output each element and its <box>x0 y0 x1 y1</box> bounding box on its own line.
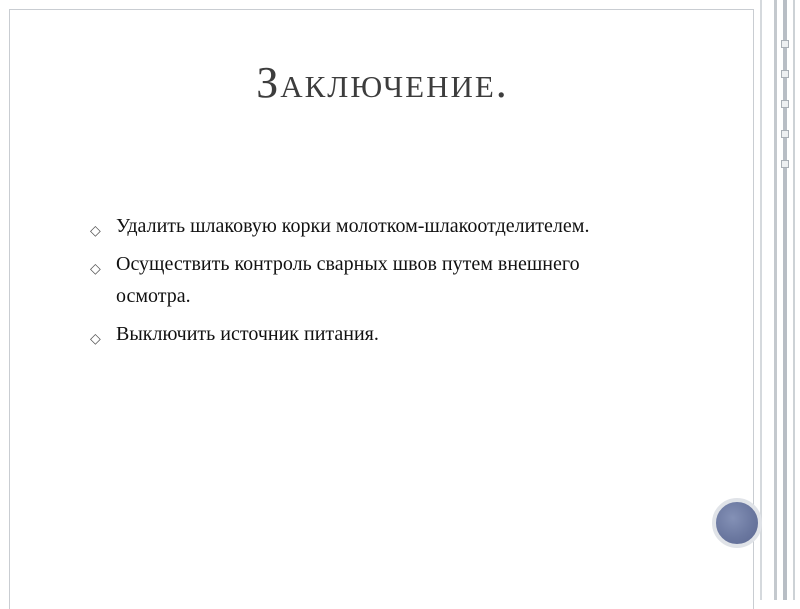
diamond-bullet-icon: ◇ <box>90 331 101 347</box>
decorative-circle-icon <box>712 498 762 548</box>
slide-title: Заключение. <box>256 58 509 107</box>
decorative-side-rails <box>760 0 800 600</box>
diamond-bullet-icon: ◇ <box>90 223 101 239</box>
rail-line <box>774 0 777 600</box>
rail-line <box>760 0 762 600</box>
rail-notch <box>781 130 789 138</box>
rail-notch <box>781 160 789 168</box>
rail-notch <box>781 70 789 78</box>
diamond-bullet-icon: ◇ <box>90 261 101 277</box>
list-item <box>90 210 610 242</box>
bullet-text: Выключить источник питания. <box>116 323 379 345</box>
rail-notch <box>781 100 789 108</box>
bullet-list <box>90 210 610 356</box>
rail-line <box>793 0 795 600</box>
list-item <box>90 248 610 312</box>
bullet-text: Осуществить контроль сварных швов путем внешнего осмотра. <box>116 253 580 307</box>
slide-frame <box>9 9 754 609</box>
rail-line <box>783 0 787 600</box>
rail-notch <box>781 40 789 48</box>
list-item <box>90 318 610 350</box>
bullet-text: Удалить шлаковую корки молотком-шлакоотделителем. <box>116 215 590 237</box>
